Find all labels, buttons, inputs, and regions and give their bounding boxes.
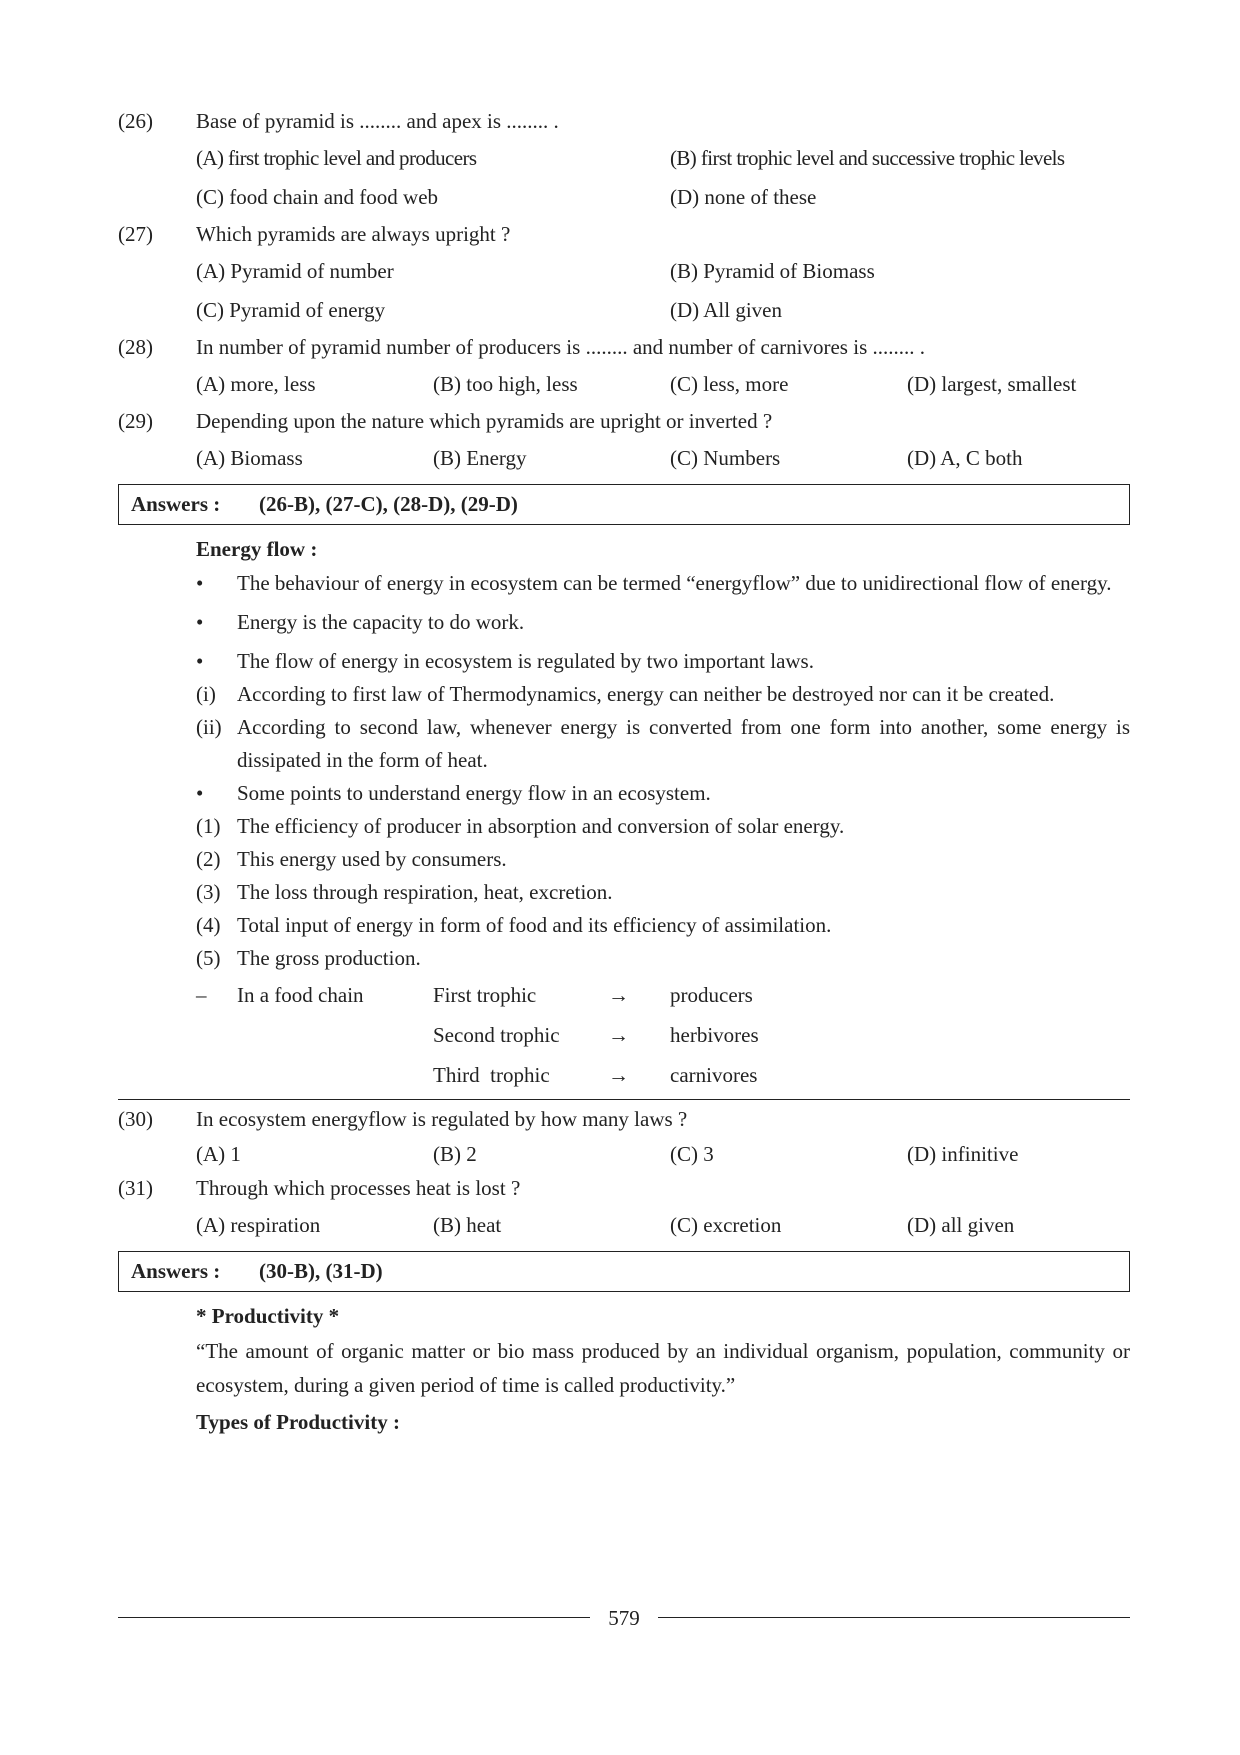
point-item xyxy=(196,942,1130,975)
page-footer xyxy=(118,1603,1130,1633)
bullet-marker: • xyxy=(196,781,204,805)
law-item xyxy=(196,678,1130,711)
question-number: (31) xyxy=(118,1176,153,1200)
dash-marker: – xyxy=(196,983,207,1007)
point-item xyxy=(196,909,1130,942)
question-text: Through which processes heat is lost ? xyxy=(196,1176,521,1200)
food-chain-row xyxy=(118,975,1130,1015)
bullet-marker: • xyxy=(196,571,204,595)
bullet-marker: • xyxy=(196,610,204,634)
options-row xyxy=(118,1137,1130,1171)
food-chain-label: In a food chain xyxy=(237,983,364,1007)
point-text: The loss through respiration, heat, excretion. xyxy=(237,880,613,904)
option-a: (A) 1 xyxy=(196,1142,241,1166)
footer-rule-right xyxy=(658,1617,1130,1618)
law-marker: (i) xyxy=(196,682,216,706)
bullet-text: Energy is the capacity to do work. xyxy=(237,610,525,634)
bullet-marker: • xyxy=(196,649,204,673)
option-d: (D) none of these xyxy=(670,185,817,209)
point-text: The efficiency of producer in absorption and conversion of solar energy. xyxy=(237,814,845,838)
option-a: (A) more, less xyxy=(196,372,316,396)
point-marker: (4) xyxy=(196,913,221,937)
option-c: (C) Numbers xyxy=(670,446,781,470)
bullet-item xyxy=(196,645,1130,678)
point-item xyxy=(196,876,1130,909)
point-text: Total input of energy in form of food and its efficiency of assimilation. xyxy=(237,913,832,937)
options-row xyxy=(118,139,1130,178)
answers-text: (30-B), (31-D) xyxy=(259,1259,383,1283)
question-30 xyxy=(118,1102,1130,1137)
law-text: According to first law of Thermodynamics, energy can neither be destroyed nor can it be created. xyxy=(237,682,1055,706)
option-b: (B) 2 xyxy=(433,1142,477,1166)
option-b: (B) heat xyxy=(433,1213,502,1237)
point-marker: (1) xyxy=(196,814,221,838)
option-c: (C) Pyramid of energy xyxy=(196,298,386,322)
page-number: 579 xyxy=(608,1606,640,1630)
option-b: (B) first trophic level and successive trophic levels xyxy=(670,146,1065,170)
section-heading: Energy flow : xyxy=(196,537,318,561)
bullet-text: Some points to understand energy flow in an ecosystem. xyxy=(237,781,711,805)
section-divider xyxy=(118,1099,1130,1100)
answers-label: Answers : xyxy=(131,1259,221,1283)
options-row xyxy=(118,1206,1130,1245)
option-b: (B) Energy xyxy=(433,446,527,470)
question-31 xyxy=(118,1171,1130,1206)
option-a: (A) respiration xyxy=(196,1213,321,1237)
question-number: (27) xyxy=(118,222,153,246)
productivity-definition: “The amount of organic matter or bio mass produced by an individual organism, population, community or ecosystem, during a given period of time is called productivity.” xyxy=(196,1339,1130,1397)
question-28 xyxy=(118,330,1130,365)
question-text: In ecosystem energyflow is regulated by how many laws ? xyxy=(196,1107,688,1131)
options-row xyxy=(118,252,1130,291)
question-number: (29) xyxy=(118,409,153,433)
option-a: (A) first trophic level and producers xyxy=(196,146,477,170)
option-d: (D) largest, smallest xyxy=(907,372,1077,396)
question-text: In number of pyramid number of producers is ........ and number of carnivores is ........ . xyxy=(196,335,925,359)
point-marker: (2) xyxy=(196,847,221,871)
page-content xyxy=(118,104,1130,1440)
option-a: (A) Pyramid of number xyxy=(196,259,394,283)
trophic-member: carnivores xyxy=(670,1063,758,1087)
trophic-level: Second trophic xyxy=(433,1023,560,1047)
point-text: This energy used by consumers. xyxy=(237,847,507,871)
trophic-member: herbivores xyxy=(670,1023,759,1047)
option-c: (C) 3 xyxy=(670,1142,714,1166)
trophic-level: Third trophic xyxy=(433,1063,550,1087)
bullet-text: The flow of energy in ecosystem is regulated by two important laws. xyxy=(237,649,814,673)
arrow-icon: → xyxy=(608,983,629,1007)
question-27 xyxy=(118,217,1130,252)
point-item xyxy=(196,843,1130,876)
option-d: (D) all given xyxy=(907,1213,1015,1237)
answers-text: (26-B), (27-C), (28-D), (29-D) xyxy=(259,492,518,516)
options-row xyxy=(118,291,1130,330)
food-chain-row xyxy=(118,1055,1130,1095)
options-row xyxy=(118,439,1130,478)
option-c: (C) food chain and food web xyxy=(196,185,439,209)
answers-box xyxy=(118,484,1130,525)
option-d: (D) A, C both xyxy=(907,446,1023,470)
subsection-heading: Types of Productivity : xyxy=(196,1410,400,1434)
answers-box xyxy=(118,1251,1130,1292)
options-row xyxy=(118,365,1130,404)
option-b: (B) too high, less xyxy=(433,372,578,396)
question-29 xyxy=(118,404,1130,439)
question-26 xyxy=(118,104,1130,139)
option-a: (A) Biomass xyxy=(196,446,303,470)
point-item xyxy=(196,810,1130,843)
law-item xyxy=(196,711,1130,777)
section-heading: * Productivity * xyxy=(196,1304,340,1328)
options-row xyxy=(118,178,1130,217)
bullet-item xyxy=(196,567,1130,600)
question-text: Which pyramids are always upright ? xyxy=(196,222,511,246)
question-number: (30) xyxy=(118,1107,153,1131)
option-b: (B) Pyramid of Biomass xyxy=(670,259,875,283)
bullet-item xyxy=(196,606,1130,639)
point-marker: (3) xyxy=(196,880,221,904)
bullet-item xyxy=(196,777,1130,810)
arrow-icon: → xyxy=(608,1023,629,1047)
law-text: According to second law, whenever energy is converted from one form into another, some energy is dissipated in the form of heat. xyxy=(237,715,1130,772)
trophic-member: producers xyxy=(670,983,753,1007)
trophic-level: First trophic xyxy=(433,983,537,1007)
answers-label: Answers : xyxy=(131,492,221,516)
question-number: (28) xyxy=(118,335,153,359)
option-c: (C) excretion xyxy=(670,1213,782,1237)
option-d: (D) infinitive xyxy=(907,1142,1019,1166)
bullet-text: The behaviour of energy in ecosystem can be termed “energyflow” due to unidirectional flow of energy. xyxy=(237,571,1112,595)
question-text: Base of pyramid is ........ and apex is ........ . xyxy=(196,109,559,133)
arrow-icon: → xyxy=(608,1063,629,1087)
law-marker: (ii) xyxy=(196,715,222,739)
food-chain-row xyxy=(118,1015,1130,1055)
point-marker: (5) xyxy=(196,946,221,970)
point-text: The gross production. xyxy=(237,946,421,970)
question-text: Depending upon the nature which pyramids are upright or inverted ? xyxy=(196,409,773,433)
question-number: (26) xyxy=(118,109,153,133)
option-c: (C) less, more xyxy=(670,372,789,396)
option-d: (D) All given xyxy=(670,298,782,322)
